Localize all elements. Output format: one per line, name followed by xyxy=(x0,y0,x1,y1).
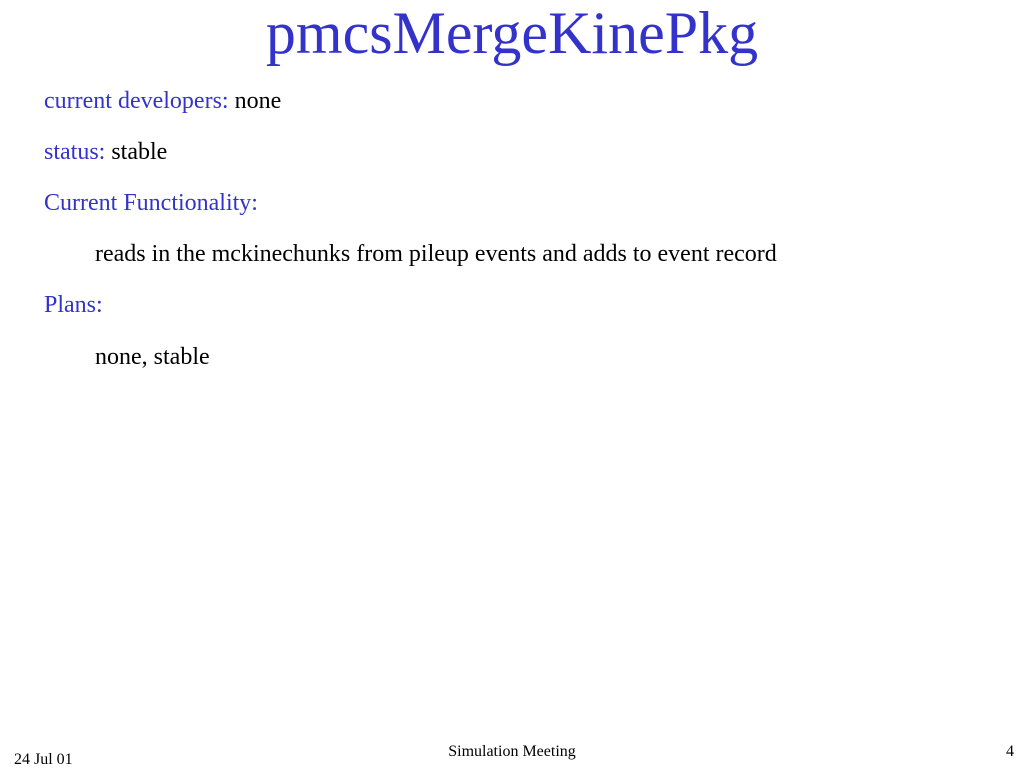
functionality-text-line xyxy=(95,239,777,269)
developers-value: none xyxy=(234,88,282,114)
slide-title: pmcsMergeKinePkg xyxy=(265,0,759,66)
plans-text: none, stable xyxy=(95,344,210,370)
developers-line xyxy=(44,86,281,116)
page-number: 4 xyxy=(1006,743,1014,760)
status-line xyxy=(44,137,167,167)
functionality-line xyxy=(44,188,258,218)
plans-label: Plans: xyxy=(44,292,103,318)
functionality-text: reads in the mckinechunks from pileup events and adds to event record xyxy=(95,241,777,267)
footer-date: 24 Jul 01 xyxy=(14,751,73,768)
developers-label: current developers: xyxy=(44,88,229,114)
status-label: status: xyxy=(44,139,106,165)
plans-line xyxy=(44,290,103,320)
functionality-label: Current Functionality: xyxy=(44,190,258,216)
plans-text-line xyxy=(95,342,210,372)
status-value: stable xyxy=(111,139,168,165)
footer-title: Simulation Meeting xyxy=(448,743,576,760)
